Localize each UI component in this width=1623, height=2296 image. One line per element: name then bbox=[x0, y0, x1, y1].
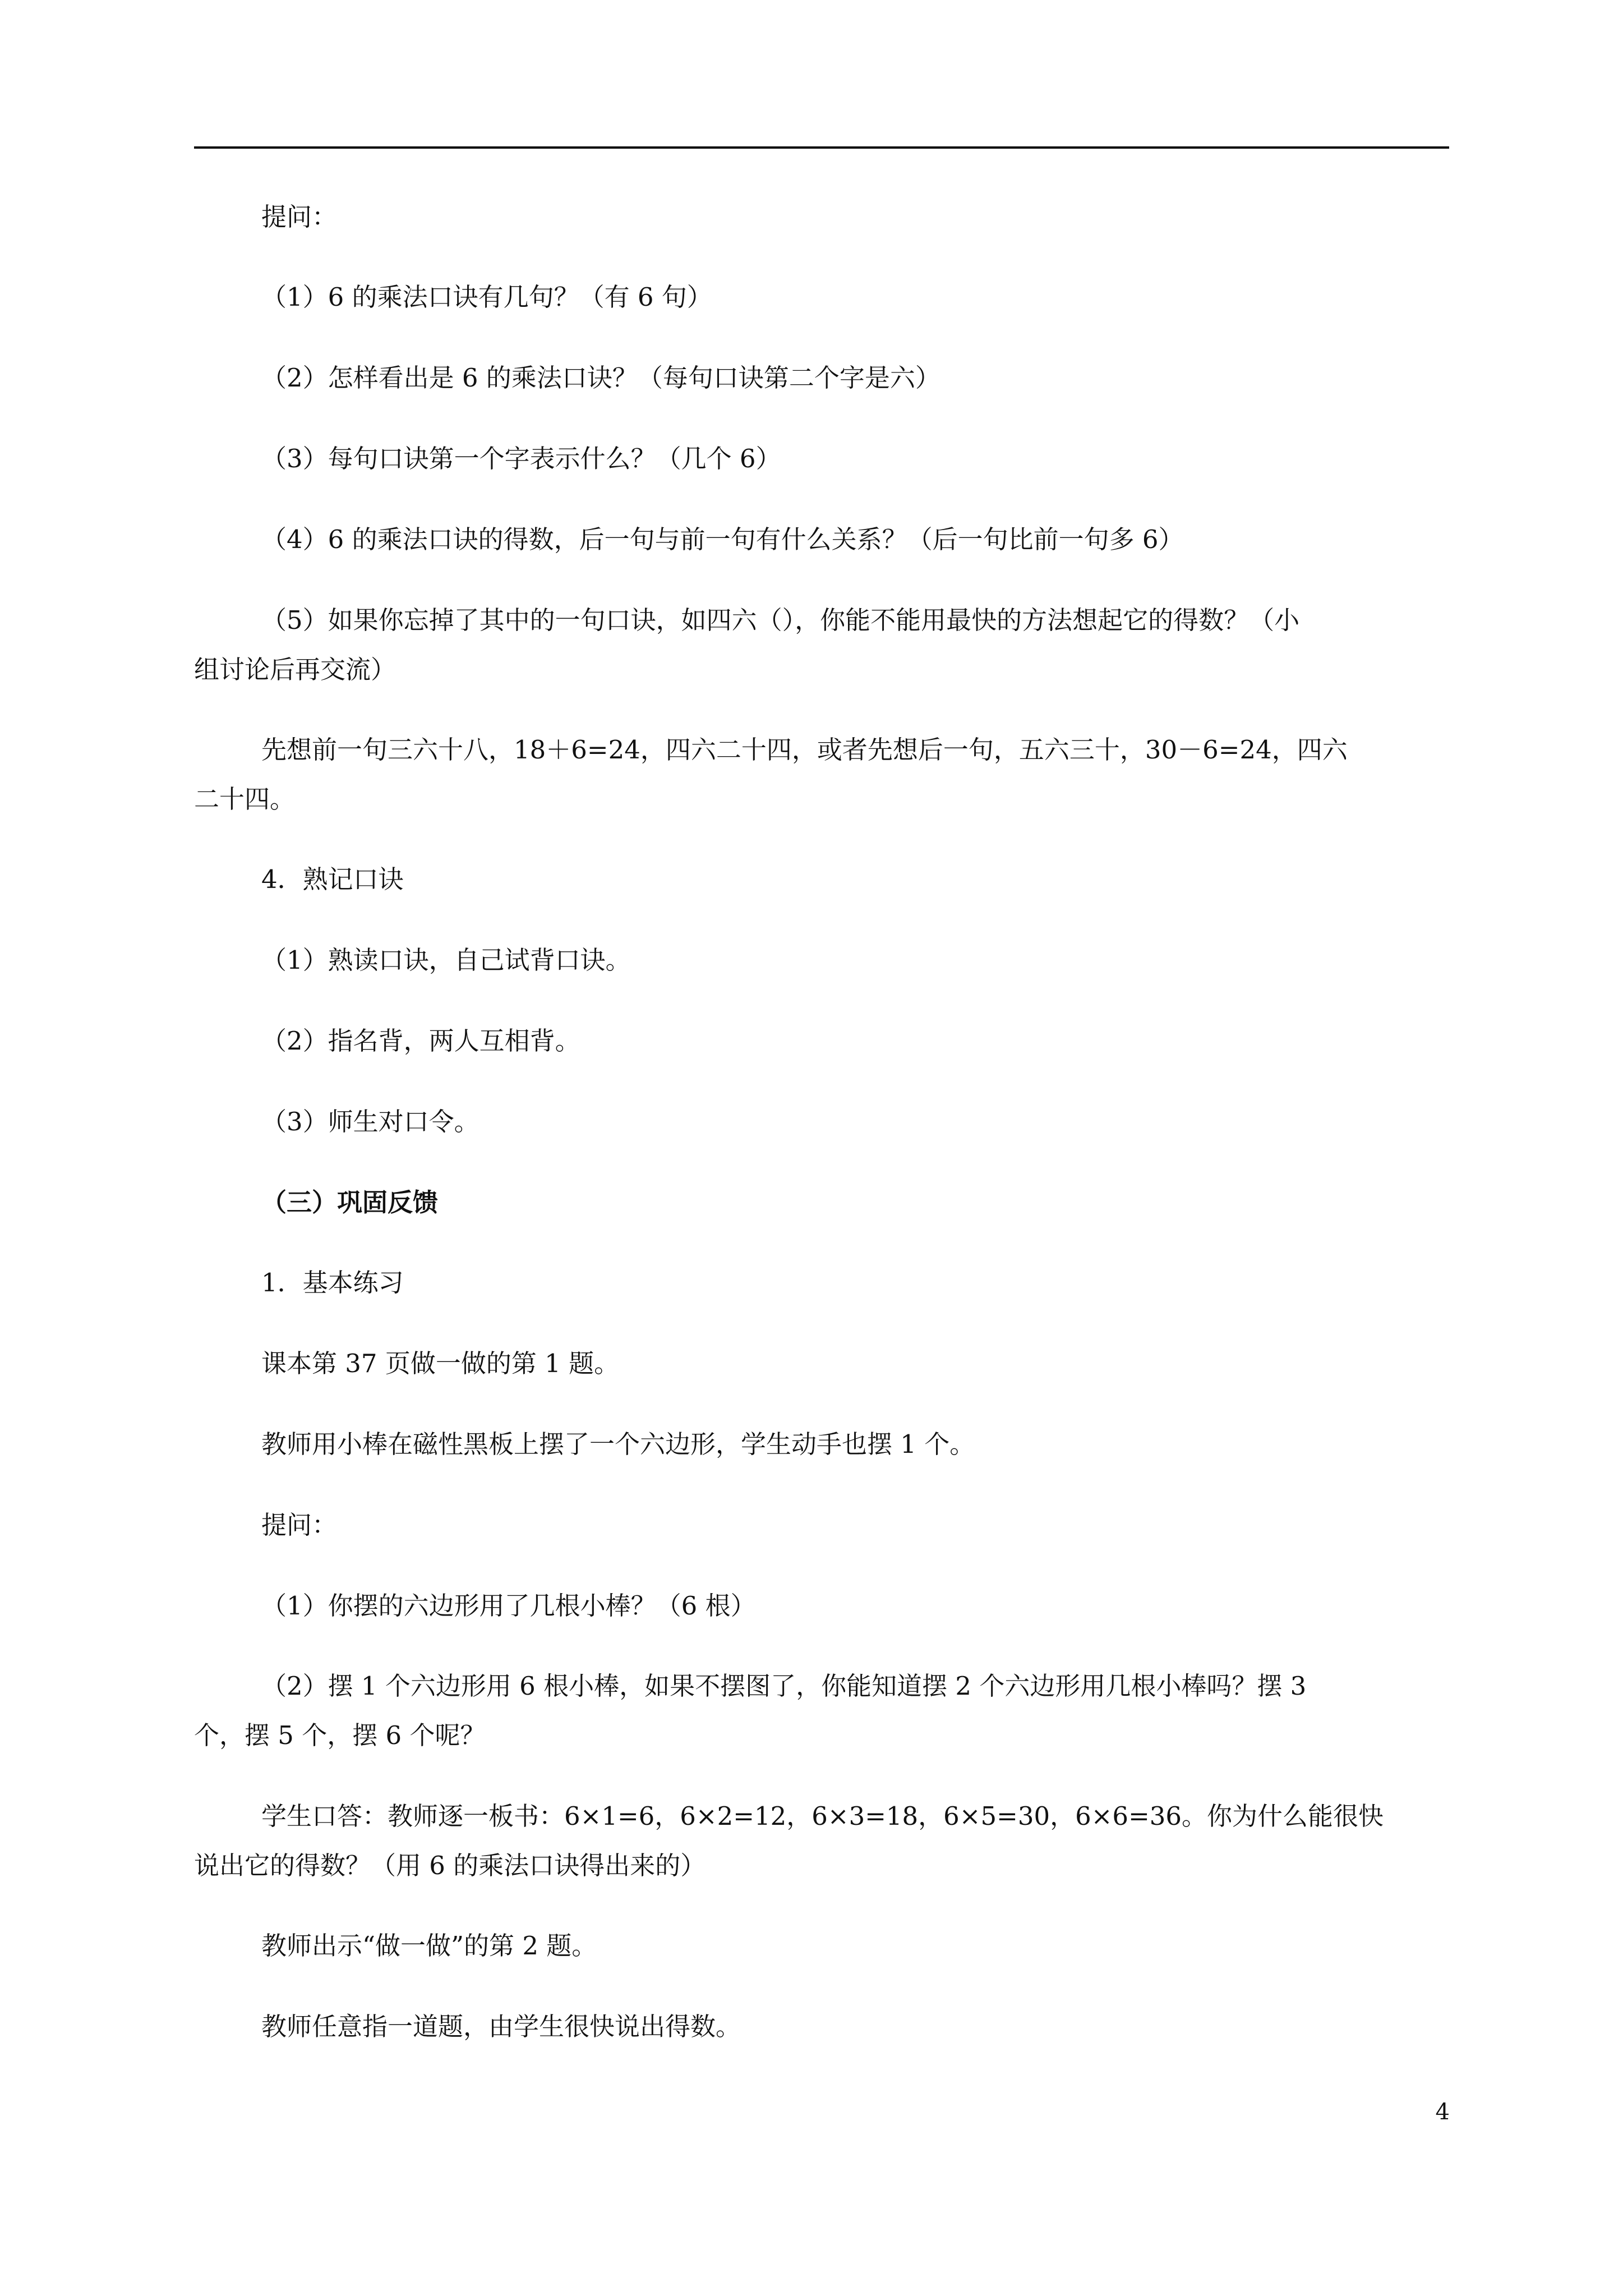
paragraph: （2）指名背，两人互相背。 bbox=[261, 1026, 580, 1056]
paragraph: （3）每句口诀第一个字表示什么？（几个 6） bbox=[261, 444, 781, 473]
section-heading: （三）巩固反馈 bbox=[261, 1188, 439, 1217]
paragraph-continuation: 个，摆 5 个，摆 6 个呢？ bbox=[194, 1720, 486, 1750]
paragraph-continuation: 二十四。 bbox=[194, 784, 296, 814]
section-heading: 1．基本练习 bbox=[261, 1268, 404, 1297]
paragraph: 教师出示“做一做”的第 2 题。 bbox=[261, 1931, 597, 1961]
paragraph: （4）6 的乘法口诀的得数，后一句与前一句有什么关系？（后一句比前一句多 6） bbox=[261, 524, 1184, 554]
paragraph-continuation: 说出它的得数？（用 6 的乘法口诀得出来的） bbox=[194, 1851, 706, 1880]
paragraph: 教师任意指一道题，由学生很快说出得数。 bbox=[261, 2012, 741, 2041]
page-number: 4 bbox=[1435, 2099, 1450, 2125]
paragraph: 学生口答：教师逐一板书：6×1=6，6×2=12，6×3=18，6×5=30，6×6=36。你为什么能很快 bbox=[261, 1801, 1384, 1831]
paragraph: 先想前一句三六十八，18＋6=24，四六二十四，或者先想后一句，五六三十，30－6=24，四六 bbox=[261, 735, 1348, 765]
paragraph: （5）如果你忘掉了其中的一句口诀，如四六（），你能不能用最快的方法想起它的得数？（小 bbox=[261, 605, 1300, 635]
section-heading: 4．熟记口诀 bbox=[261, 864, 404, 894]
paragraph: 课本第 37 页做一做的第 1 题。 bbox=[261, 1349, 620, 1378]
paragraph: （1）6 的乘法口诀有几句？（有 6 句） bbox=[261, 282, 712, 312]
paragraph: 提问： bbox=[261, 202, 338, 232]
paragraph: （2）摆 1 个六边形用 6 根小棒，如果不摆图了，你能知道摆 2 个六边形用几根小棒吗？摆 3 bbox=[261, 1671, 1307, 1701]
paragraph-continuation: 组讨论后再交流） bbox=[194, 655, 396, 684]
paragraph: 提问： bbox=[261, 1510, 338, 1540]
header-rule bbox=[194, 146, 1449, 149]
paragraph: （1）熟读口诀，自己试背口诀。 bbox=[261, 945, 631, 975]
paragraph: 教师用小棒在磁性黑板上摆了一个六边形，学生动手也摆 1 个。 bbox=[261, 1429, 975, 1459]
paragraph: （2）怎样看出是 6 的乘法口诀？（每句口诀第二个字是六） bbox=[261, 363, 940, 393]
paragraph: （1）你摆的六边形用了几根小棒？（6 根） bbox=[261, 1591, 756, 1621]
paragraph: （3）师生对口令。 bbox=[261, 1107, 479, 1137]
